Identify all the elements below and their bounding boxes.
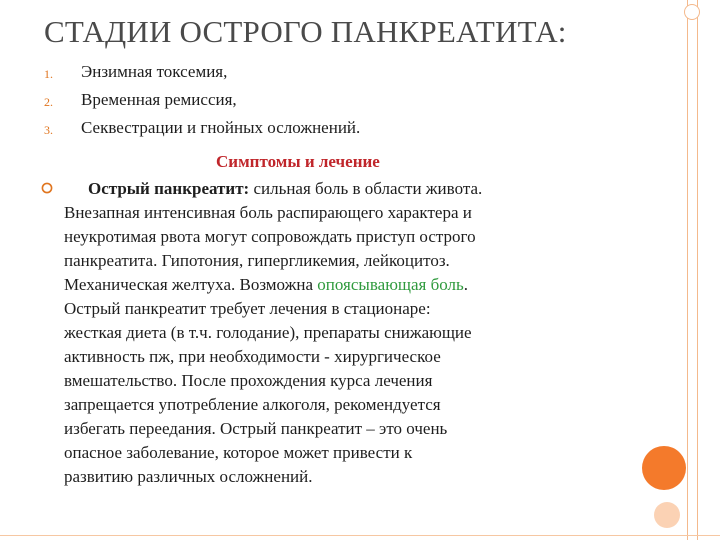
paragraph-line: опасное заболевание, которое может привести к — [64, 443, 413, 462]
list-number: 2. — [44, 95, 53, 109]
list-item — [44, 116, 644, 144]
decor-circle-small — [654, 502, 680, 528]
paragraph-line: панкреатита. Гипотония, гипергликемия, лейкоцитоз. — [64, 251, 450, 270]
paragraph-line: Внезапная интенсивная боль распирающего характера и — [64, 203, 472, 222]
ring-bullet-icon — [41, 182, 53, 194]
paragraph-line: запрещается употребление алкоголя, рекомендуется — [64, 395, 441, 414]
frame-line-bottom — [0, 535, 720, 536]
highlighted-term: опоясывающая боль — [317, 275, 464, 294]
list-number: 3. — [44, 123, 53, 137]
paragraph-line — [64, 177, 664, 201]
list-number: 1. — [44, 67, 53, 81]
paragraph-line: неукротимая рвота могут сопровождать приступ острого — [64, 227, 476, 246]
paragraph-text: . — [463, 275, 469, 294]
slide-title: СТАДИИ ОСТРОГО ПАНКРЕАТИТА: — [44, 14, 567, 49]
symptoms-paragraph — [64, 177, 664, 489]
frame-line-right-inner — [687, 0, 688, 540]
list-text: Секвестрации и гнойных осложнений. — [81, 118, 361, 137]
list-text: Временная ремиссия, — [81, 90, 237, 109]
paragraph-line: вмешательство. После прохождения курса лечения — [64, 371, 433, 390]
section-subheading: Симптомы и лечение — [216, 152, 380, 171]
paragraph-line — [64, 273, 664, 297]
decor-circle-top — [684, 4, 700, 20]
list-item — [44, 88, 644, 116]
paragraph-text: Механическая желтуха. Возможна — [64, 275, 318, 294]
paragraph-lead: Острый панкреатит: — [88, 179, 250, 198]
paragraph-line: развитию различных осложнений. — [64, 467, 313, 486]
paragraph-line: жесткая диета (в т.ч. голодание), препараты снижающие — [64, 323, 472, 342]
decor-circle-large — [642, 446, 686, 490]
paragraph-text: сильная боль в области живота. — [249, 179, 483, 198]
list-item — [44, 60, 644, 88]
list-text: Энзимная токсемия, — [81, 62, 228, 81]
paragraph-line: активность пж, при необходимости - хирургическое — [64, 347, 441, 366]
stages-list — [44, 60, 644, 144]
paragraph-line: Острый панкреатит требует лечения в стационаре: — [64, 299, 431, 318]
frame-line-right-outer — [697, 0, 698, 540]
paragraph-line: избегать переедания. Острый панкреатит – это очень — [64, 419, 448, 438]
